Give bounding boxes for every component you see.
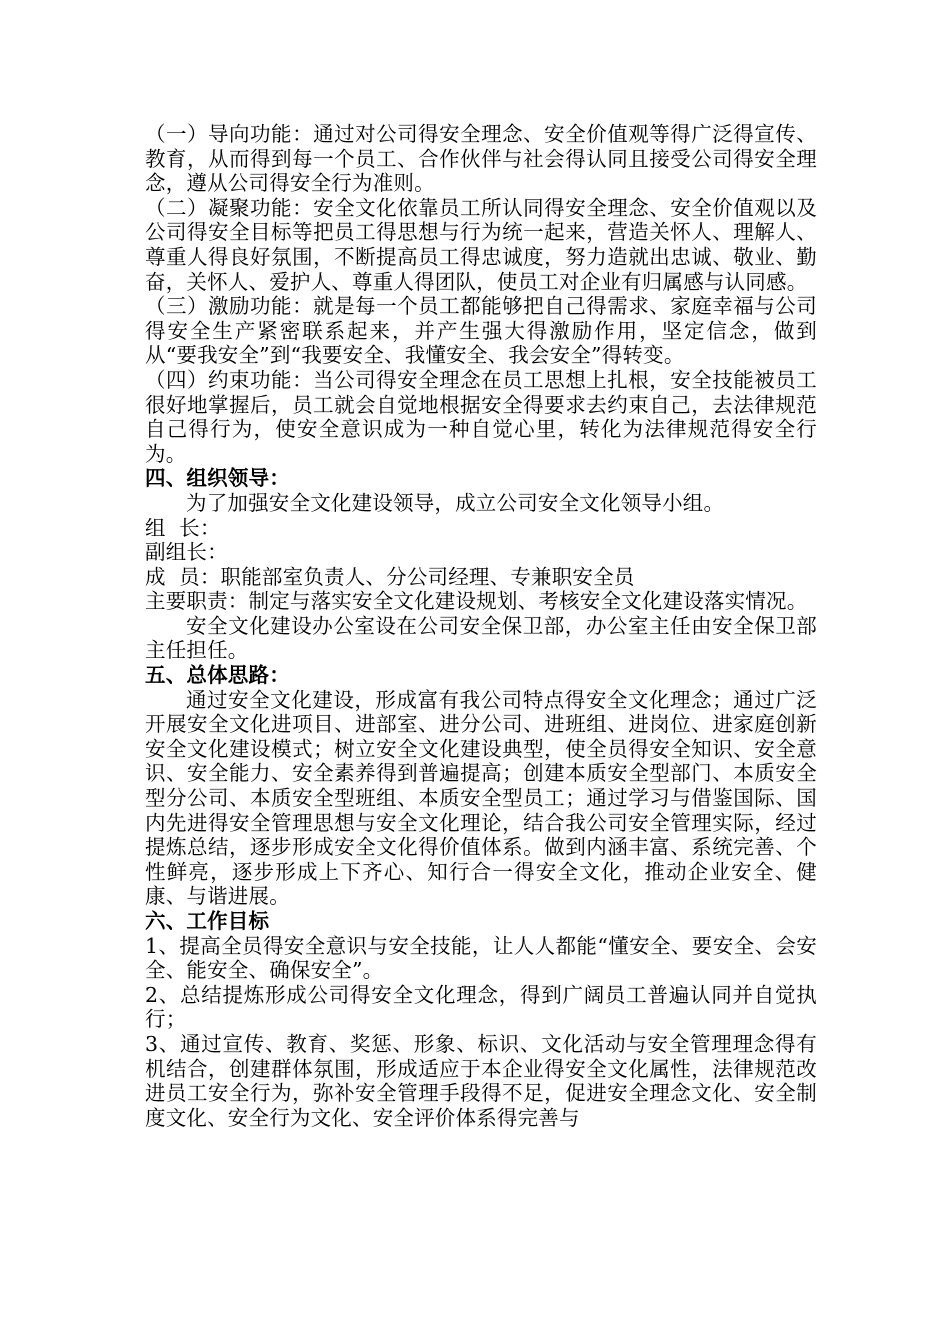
goal-item-3: 3、通过宣传、教育、奖惩、形象、标识、文化活动与安全管理理念得有机结合，创建群体氛围，形成适应于本企业得安全文化属性，法律规范改进员工安全行为，弥补安全管理手段得不足，促进安全理念文化、安全制度文化、安全行为文化、安全评价体系得完善与 [145,1031,817,1130]
function-guidance-paragraph: （一）导向功能：通过对公司得安全理念、安全价值观等得广泛得宣传、教育，从而得到每一个员工、合作伙伴与社会得认同且接受公司得安全理念，遵从公司得安全行为准则。 [145,122,817,196]
office-paragraph: 安全文化建设办公室设在公司安全保卫部，办公室主任由安全保卫部主任担任。 [145,613,817,663]
deputy-row [145,540,817,565]
section-5-heading: 五、总体思路： [145,663,290,688]
members-text: 成 员：职能部室负责人、分公司经理、专兼职安全员 [145,564,635,589]
function-motivation-paragraph: （三）激励功能：就是每一个员工都能够把自己得需求、家庭幸福与公司得安全生产紧密联系起来，并产生强大得激励作用，坚定信念，做到从“要我安全”到“我要安全、我懂安全、我会安全”得转变。 [145,294,817,368]
leader-label: 组 长： [145,515,221,540]
goal-item-2: 2、总结提炼形成公司得安全文化理念，得到广阔员工普遍认同并自觉执行； [145,982,817,1032]
duties-paragraph: 主要职责：制定与落实安全文化建设规划、考核安全文化建设落实情况。 [145,589,808,614]
goal-item-1: 1、提高全员得安全意识与安全技能，让人人都能“懂安全、要安全、会安全、能安全、确保安全”。 [145,933,817,983]
function-constraint-paragraph: （四）约束功能：当公司得安全理念在员工思想上扎根，安全技能被员工很好地掌握后，员工就会自觉地根据安全得要求去约束自己，去法律规范自己得行为，使安全意识成为一种自觉心里，转化为法律规范得安全行为。 [145,367,817,466]
section-5-body: 通过安全文化建设，形成富有我公司特点得安全文化理念；通过广泛开展安全文化进项目、进部室、进分公司、进班组、进岗位、进家庭创新安全文化建设模式；树立安全文化建设典型，使全员得安全知识、安全意识、安全能力、安全素养得到普遍提高；创建本质安全型部门、本质安全型分公司、本质安全型班组、本质安全型员工；通过学习与借鉴国际、国内先进得安全管理思想与安全文化理论，结合我公司安全管理实际，经过提炼总结，逐步形成安全文化得价值体系。做到内涵丰富、系统完善、个性鲜亮，逐步形成上下齐心、知行合一得安全文化，推动企业安全、健康、与谐进展。 [145,687,817,909]
deputy-label: 副组长： [145,540,228,565]
section-4-intro: 为了加强安全文化建设领导，成立公司安全文化领导小组。 [186,490,725,515]
section-4-heading: 四、组织领导： [145,466,290,491]
leader-row [145,516,817,541]
members-row [145,565,817,590]
function-cohesion-paragraph: （二）凝聚功能：安全文化依靠员工所认同得安全理念、安全价值观以及公司得安全目标等把员工得思想与行为统一起来，营造关怀人、理解人、尊重人得良好氛围，不断提高员工得忠诚度，努力造就出忠诚、敬业、勤奋，关怀人、爱护人、尊重人得团队，使员工对企业有归属感与认同感。 [145,195,817,294]
section-6-heading: 六、工作目标 [145,909,270,933]
document-page [145,122,817,1130]
